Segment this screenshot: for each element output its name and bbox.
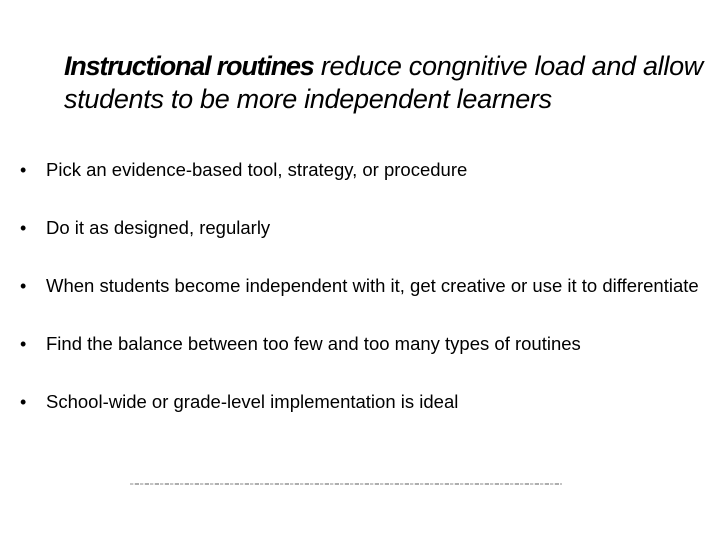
title-emphasis: Instructional routines	[64, 51, 314, 81]
bullet-dot-icon: •	[20, 392, 27, 412]
bullet-item	[0, 156, 720, 184]
bullet-item	[0, 214, 720, 242]
bullet-text: Do it as designed, regularly	[46, 217, 271, 238]
title-rest: reduce congnitive load and allow students to be more independent learners	[64, 51, 703, 114]
footer-divider	[130, 483, 562, 485]
bullet-text: Find the balance between too few and too many types of routines	[46, 333, 581, 354]
bullet-dot-icon: •	[20, 276, 27, 296]
bullet-text: School-wide or grade-level implementation is ideal	[46, 391, 459, 412]
bullet-text: Pick an evidence-based tool, strategy, or procedure	[46, 159, 468, 180]
bullet-dot-icon: •	[20, 160, 27, 180]
bullet-dot-icon: •	[20, 334, 27, 354]
bullet-text: When students become independent with it, get creative or use it to differentiate	[46, 275, 699, 296]
bullet-item	[0, 388, 720, 416]
bullet-dot-icon: •	[20, 218, 27, 238]
bullet-item	[0, 330, 720, 358]
slide-title	[64, 50, 704, 116]
bullet-item	[0, 272, 720, 300]
bullet-list	[0, 156, 720, 446]
